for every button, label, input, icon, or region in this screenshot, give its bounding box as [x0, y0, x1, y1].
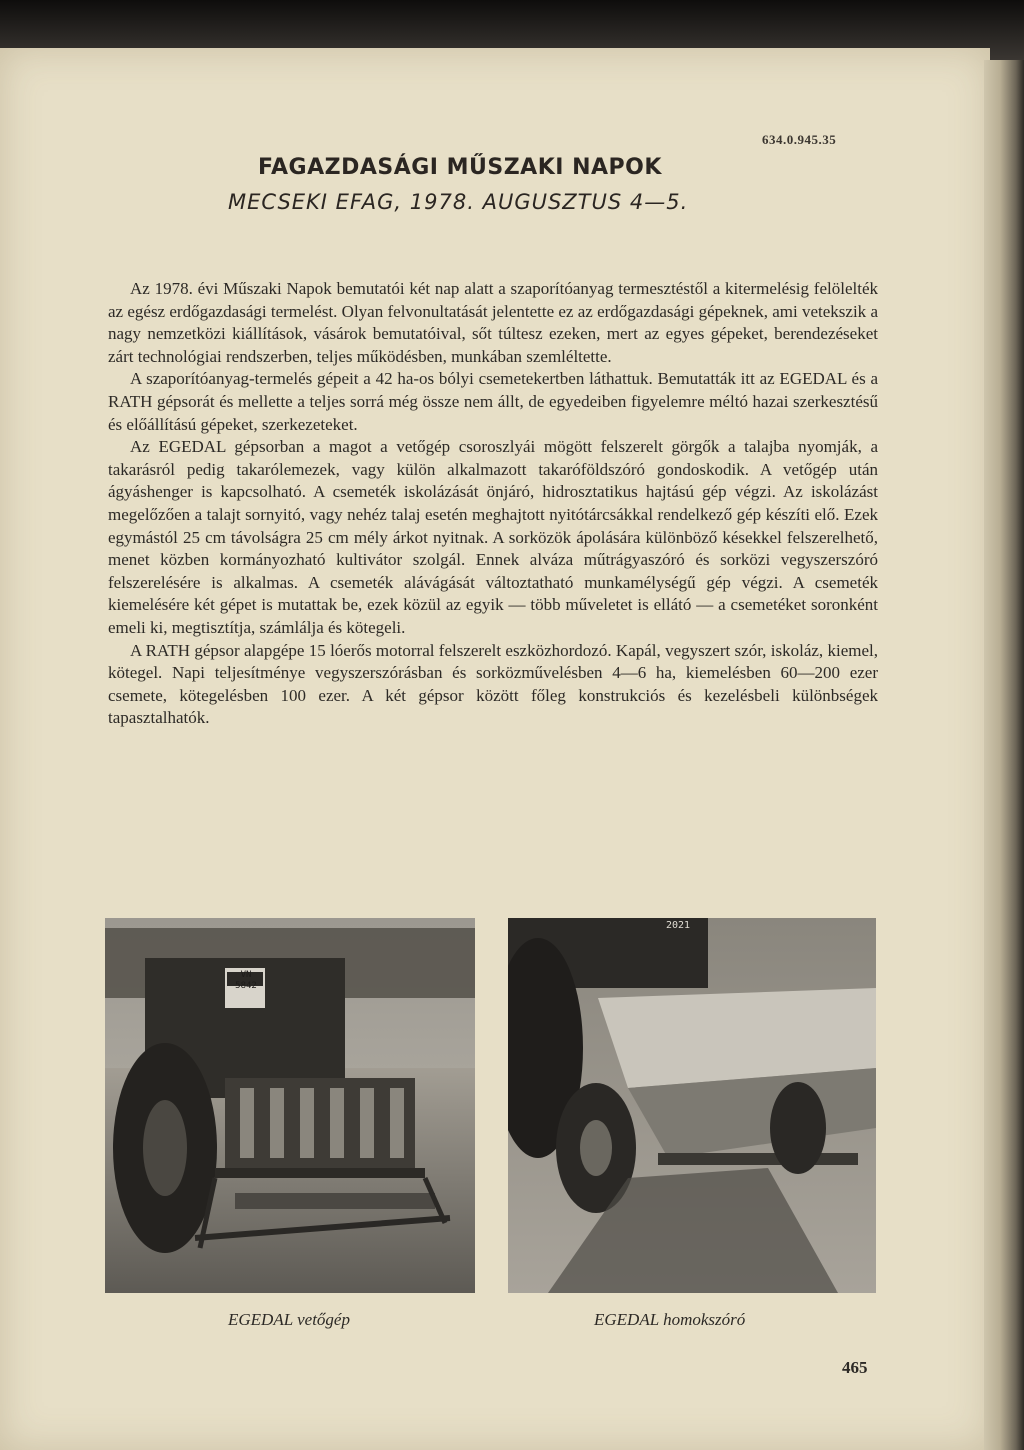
paragraph: Az 1978. évi Műszaki Napok bemutatói két nap alatt a szaporítóanyag termesztéstől a kitermelésig felölelték az egész erdőgazdasági termelést. Olyan felvonultatását jelentette ez az erdőgazdasági gépeknek, ami vetekszik a nagy nemzetközi kiállítások, vásárok bemutatóival, sőt túltesz ezeken, mert az egyes gépeket, berendezéseket zárt technológiai rendszerben, teljes működésben, munkában szemléltette. [108, 279, 878, 366]
article-title: FAGAZDASÁGI MŰSZAKI NAPOK [258, 155, 662, 180]
book-page-edge [984, 60, 1024, 1450]
photo-seed-drill [105, 918, 475, 1293]
figure-caption-left: EGEDAL vetőgép [228, 1310, 350, 1329]
classification-number: 634.0.945.35 [762, 132, 837, 147]
license-plate: VN 5842 [235, 970, 257, 991]
seed-drill-illustration [105, 918, 475, 1293]
page-number: 465 [842, 1358, 868, 1377]
figure-caption-right: EGEDAL homokszóró [594, 1310, 746, 1329]
article-body [108, 278, 878, 730]
article-subtitle: MECSEKI EFAG, 1978. AUGUSZTUS 4—5. [228, 190, 689, 214]
paragraph: A RATH gépsor alapgépe 15 lóerős motorral felszerelt eszközhordozó. Kapál, vegyszert szór, iskoláz, kiemel, kötegel. Napi teljesítménye vegyszerszórásban és sorközművelésben 4—6 ha, kiemelésben 60—200 ezer csemete, kötegelésben 100 ezer. A két gépsor között főleg konstrukciós és kezelésbeli különbségek tapasztalhatók. [108, 640, 878, 728]
paragraph: A szaporítóanyag-termelés gépeit a 42 ha-os bólyi csemetekertben láthattuk. Bemutatták itt az EGEDAL és a RATH gépsorát és mellette a teljes sorrá még össze nem állt, de egyedeiben figyelemre méltó hazai szerkesztésű és előállítású gépeket, szerkezeteket. [108, 369, 878, 434]
license-plate: 2021 [666, 920, 691, 931]
paragraph: Az EGEDAL gépsorban a magot a vetőgép csoroszlyái mögött felszerelt görgők a talajba nyomják, a takarásról pedig takarólemezek, vagy külön alkalmazott takaróföldszóró gondoskodik. A vetőgép után ágyáshenger is kapcsolható. A csemeték iskolázását önjáró, hidrosztatikus hajtású gép végzi. Az iskolázást megelőzően a talajt sornyitó, vagy nehéz talaj esetén meghajtott nyitótárcsákkal rendelkező gép készíti elő. Ezek egymástól 25 cm távolságra 25 cm mély árkot nyitnak. A sorközök ápolására különböző késekkel felszerelhető, menet közben kormányozható kultivátor szolgál. Ennek alváza műtrágyaszóró és sorközi vegyszerszóró felszerelésére is alkalmas. A csemeték alávágását változtatható munkamélységű gép végzi. A csemeték kiemelésére két gépet is mutattak be, ezek közül az egyik — több műveletet is ellátó — a csemetéket soronként emeli ki, megtisztítja, számlálja és kötegeli. [108, 437, 878, 637]
photo-sand-spreader [508, 918, 876, 1293]
sand-spreader-illustration [508, 918, 876, 1293]
